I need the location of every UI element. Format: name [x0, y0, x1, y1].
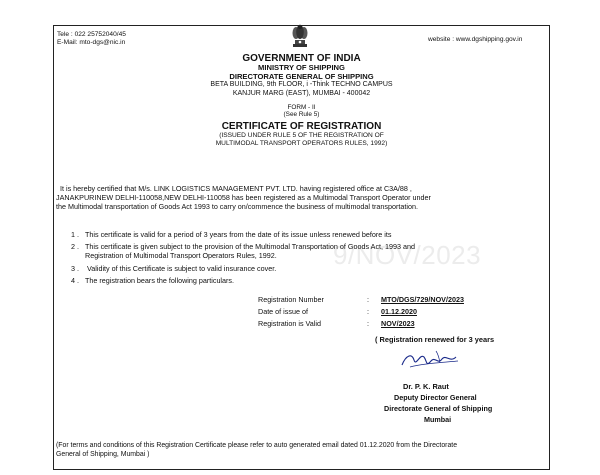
condition-1-text: This certificate is valid for a period of 3 years from the date of its issue unless renewed before its	[85, 230, 392, 239]
signatory-city: Mumbai	[424, 415, 452, 424]
valid-until-value: NOV/2023	[381, 319, 415, 328]
certify-line-2: JANAKPURINEW DELHI-110058,NEW DELHI-110058 has been registered as a Multimodal Transport Operator under	[56, 193, 431, 202]
condition-1-number: 1 .	[71, 230, 79, 239]
telephone-text: Tele : 022 25752040/45	[57, 31, 126, 38]
certify-line-3: the Multimodal transportation of Goods Act 1993 to carry on/commence the business of multimodal transportation.	[56, 202, 418, 211]
watermark-text: 9/NOV/2023	[333, 240, 482, 270]
renewal-note: ( Registration renewed for 3 years	[375, 335, 495, 344]
national-emblem-icon	[287, 23, 313, 49]
date-of-issue-value: 01.12.2020	[381, 307, 417, 316]
certificate-title: CERTIFICATE OF REGISTRATION	[221, 121, 382, 132]
website-text: website : www.dgshipping.gov.in	[428, 36, 523, 43]
condition-2-text-line-1: This certificate is given subject to the provision of the Multimodal Transportation of Goods Act, 1993 and	[85, 242, 416, 251]
form-rule: (See Rule 5)	[283, 111, 320, 118]
footer-note-line-2: General of Shipping, Mumbai )	[56, 451, 150, 458]
footer-note-line-1: (For terms and conditions of this Registration Certificate please refer to auto generated email dated 01.12.2020 from the Directorate	[56, 442, 458, 449]
issued-under-line-1: (ISSUED UNDER RULE 5 OF THE REGISTRATION OF	[219, 132, 384, 139]
colon: :	[367, 319, 369, 328]
valid-until-label: Registration is Valid	[258, 319, 321, 328]
certify-line-1: It is hereby certified that M/s. LINK LOGISTICS MANAGEMENT PVT. LTD. having registered office at C3A/88 ,	[60, 184, 412, 193]
signatory-name: Dr. P. K. Raut	[403, 382, 449, 391]
condition-2-text-line-2: Registration of Multimodal Transport Operators Rules, 1992.	[85, 251, 277, 260]
signatory-office: Directorate General of Shipping	[384, 404, 493, 413]
address-line-1: BETA BUILDING, 9th FLOOR, i -Think TECHNO CAMPUS	[210, 81, 393, 88]
signature-image	[396, 345, 466, 375]
issued-under-line-2: MULTIMODAL TRANSPORT OPERATORS RULES, 1992)	[215, 140, 388, 147]
condition-4-text: The registration bears the following particulars.	[85, 276, 235, 285]
signatory-designation: Deputy Director General	[394, 393, 477, 402]
form-number: FORM - II	[287, 104, 316, 111]
colon: :	[367, 307, 369, 316]
condition-2-number: 2 .	[71, 242, 79, 251]
condition-3-text: Validity of this Certificate is subject to valid insurance cover.	[87, 264, 277, 273]
directorate-heading: DIRECTORATE GENERAL OF SHIPPING	[229, 72, 374, 81]
colon: :	[367, 295, 369, 304]
registration-number-value: MTO/DGS/729/NOV/2023	[381, 295, 464, 304]
ministry-heading: MINISTRY OF SHIPPING	[258, 63, 345, 72]
condition-3-number: 3 .	[71, 264, 79, 273]
government-heading: GOVERNMENT OF INDIA	[242, 53, 361, 64]
condition-4-number: 4 .	[71, 276, 79, 285]
email-text: E-Mail: mto-dgs@nic.in	[57, 39, 126, 46]
address-line-2: KANJUR MARG (EAST), MUMBAI - 400042	[232, 90, 371, 97]
date-of-issue-label: Date of issue of	[258, 307, 308, 316]
registration-number-label: Registration Number	[258, 295, 324, 304]
